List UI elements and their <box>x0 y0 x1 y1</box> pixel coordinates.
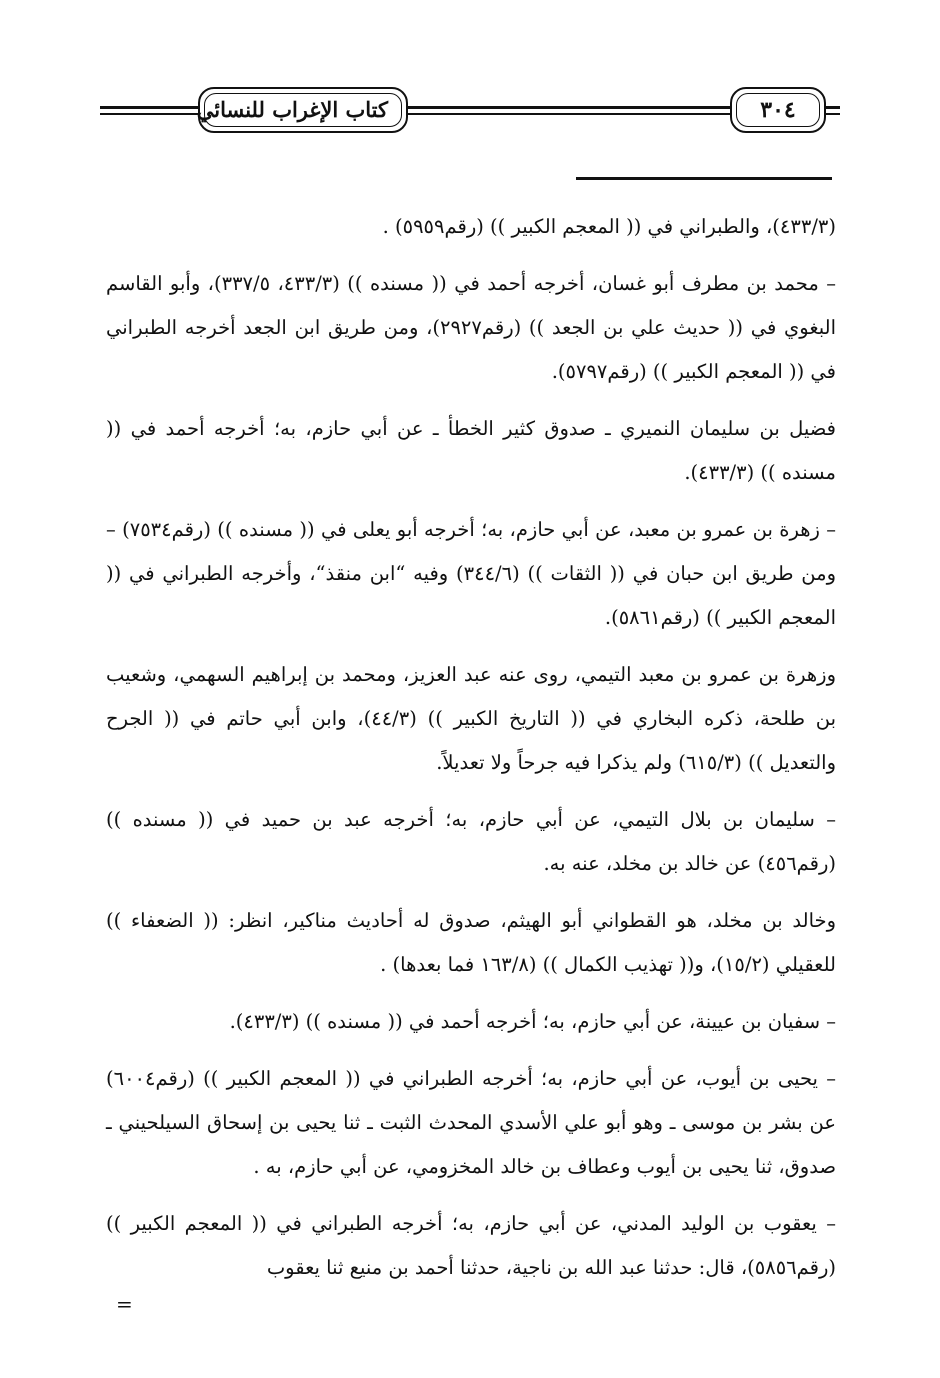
paragraph-9: – يحيى بن أيوب، عن أبي حازم، به؛ أخرجه الطبراني في (( المعجم الكبير )) (رقم٦٠٠٤) عن بشر بن موسى ـ وهو أبو علي الأسدي المحدث الثبت ـ ثنا يحيى بن إسحاق السيلحيني ـ صدوق، ثنا يحيى بن أيوب وعطاف بن خالد المخزومي، عن أبي حازم، به . <box>106 1067 836 1178</box>
paragraph-10: – يعقوب بن الوليد المدني، عن أبي حازم، به؛ أخرجه الطبراني في (( المعجم الكبير )) (رقم٥٨٥٦)، قال: حدثنا عبد الله بن ناجية، حدثنا أحمد بن منيع ثنا يعقوب <box>106 1212 836 1279</box>
paragraph-6: – سليمان بن بلال التيمي، عن أبي حازم، به؛ أخرجه عبد بن حميد في (( مسنده )) (رقم٤٥٦) عن خالد بن مخلد، عنه به. <box>106 808 836 875</box>
footnote-text <box>106 205 836 1303</box>
paragraph-5: وزهرة بن عمرو بن معبد التيمي، روى عنه عبد العزيز، ومحمد بن إبراهيم السهمي، وشعيب بن طلحة، ذكره البخاري في (( التاريخ الكبير )) (٤٤/٣)، وابن أبي حاتم في (( الجرح والتعديل )) (٦١٥/٣) ولم يذكرا فيه جرحاً ولا تعديلاً. <box>106 663 837 774</box>
book-title: كتاب الإغراب للنسائي <box>198 87 408 133</box>
paragraph-8: – سفيان بن عيينة، عن أبي حازم، به؛ أخرجه أحمد في (( مسنده )) (٤٣٣/٣). <box>229 1010 836 1033</box>
continuation-mark: = <box>116 1292 133 1316</box>
paragraph-1: (٤٣٣/٣)، والطبراني في (( المعجم الكبير )) (رقم٥٩٥٩) . <box>382 215 836 238</box>
paragraph-3: فضيل بن سليمان النميري ـ صدوق كثير الخطأ ـ عن أبي حازم، به؛ أخرجه أحمد في (( مسنده )) (٤٣٣/٣). <box>106 417 836 484</box>
paragraph-2: – محمد بن مطرف أبو غسان، أخرجه أحمد في (( مسنده )) (٤٣٣/٣، ٣٣٧/٥)، وأبو القاسم البغوي في (( حديث علي بن الجعد )) (رقم٢٩٢٧)، ومن طريق ابن الجعد أخرجه الطبراني في (( المعجم الكبير )) (رقم٥٧٩٧). <box>106 272 836 383</box>
page-header <box>100 80 840 140</box>
footnote-separator <box>576 177 832 180</box>
paragraph-4: – زهرة بن عمرو بن معبد، عن أبي حازم، به؛ أخرجه أبو يعلى في (( مسنده )) (رقم٧٥٣٤) – ومن طريق ابن حبان في (( الثقات )) (٣٤٤/٦) وفيه “ابن منقذ“، وأخرجه الطبراني في (( المعجم الكبير )) (رقم٥٨٦١). <box>106 518 837 629</box>
page-number: ٣٠٤ <box>730 87 826 133</box>
paragraph-7: وخالد بن مخلد، هو القطواني أبو الهيثم، صدوق له أحاديث مناكير، انظر: (( الضعفاء )) للعقيلي (١٥/٢)، و(( تهذيب الكمال )) (١٦٣/٨ فما بعدها) . <box>106 909 836 976</box>
